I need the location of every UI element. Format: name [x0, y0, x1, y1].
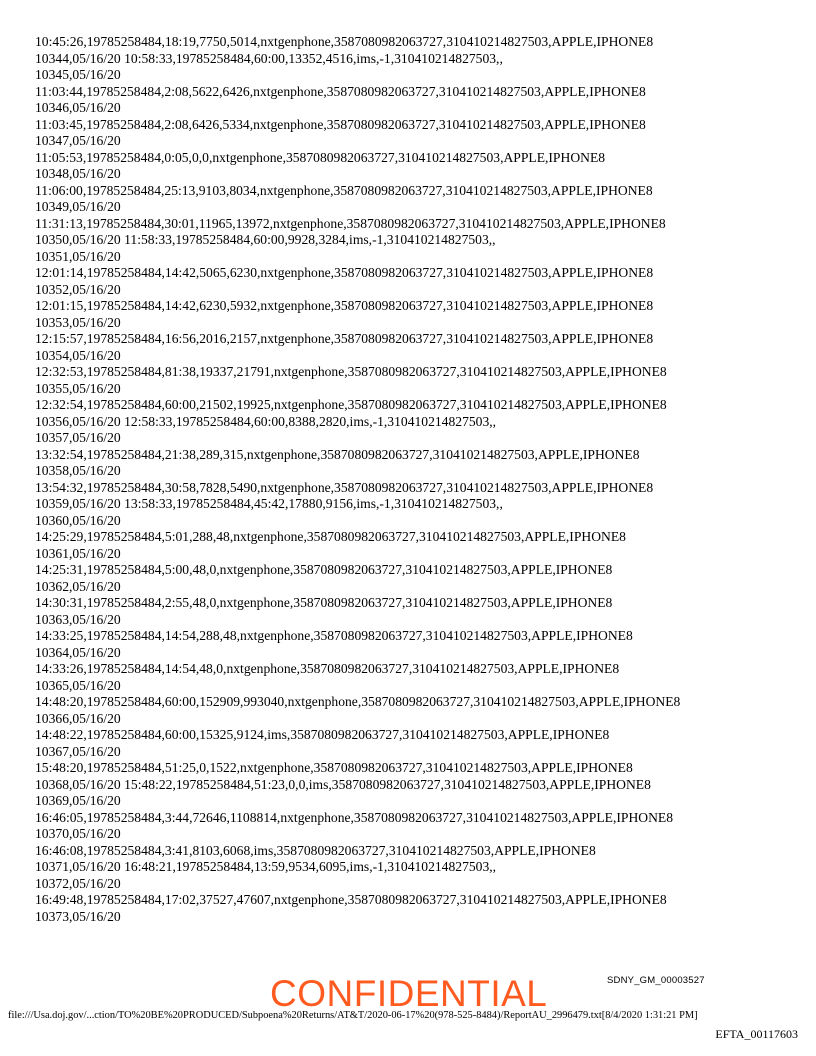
efta-number: EFTA_00117603	[715, 1027, 798, 1041]
log-line: 10366,05/16/20	[35, 710, 121, 726]
log-line: 14:33:26,19785258484,14:54,48,0,nxtgenphone,3587080982063727,310410214827503,APPLE,IPHONE8	[35, 661, 620, 676]
log-line: 10359,05/16/20 13:58:33,19785258484,45:42,17880,9156,ims,-1,310410214827503,,	[35, 496, 503, 511]
log-entry	[35, 298, 805, 331]
log-line: 14:25:31,19785258484,5:00,48,0,nxtgenphone,3587080982063727,310410214827503,APPLE,IPHONE8	[35, 562, 613, 577]
log-line: 16:46:08,19785258484,3:41,8103,6068,ims,3587080982063727,310410214827503,APPLE,IPHONE8	[35, 842, 596, 858]
log-entry	[35, 595, 805, 628]
log-line: 10370,05/16/20	[35, 826, 121, 841]
log-line: 10346,05/16/20	[35, 100, 121, 115]
bates-number: SDNY_GM_00003527	[607, 975, 705, 986]
log-line: 10347,05/16/20	[35, 133, 121, 148]
log-line: 10372,05/16/20	[35, 875, 121, 891]
log-entry	[35, 727, 805, 760]
log-line: 16:46:05,19785258484,3:44,72646,1108814,nxtgenphone,3587080982063727,310410214827503,APPLE,IPHONE8	[35, 809, 674, 825]
log-line: 10361,05/16/20	[35, 545, 121, 561]
log-entry	[35, 480, 805, 530]
log-entry	[35, 183, 805, 216]
log-entry	[35, 694, 805, 727]
log-line: 10373,05/16/20	[35, 908, 121, 924]
log-line: 11:31:13,19785258484,30:01,11965,13972,nxtgenphone,3587080982063727,310410214827503,APPLE,IPHONE8	[35, 215, 666, 231]
log-line: 13:54:32,19785258484,30:58,7828,5490,nxtgenphone,3587080982063727,310410214827503,APPLE,IPHONE8	[35, 479, 654, 495]
log-line: 11:03:45,19785258484,2:08,6426,5334,nxtgenphone,3587080982063727,310410214827503,APPLE,IPHONE8	[35, 116, 646, 132]
log-line: 12:15:57,19785258484,16:56,2016,2157,nxtgenphone,3587080982063727,310410214827503,APPLE,IPHONE8	[35, 331, 654, 346]
log-line: 10364,05/16/20	[35, 644, 121, 660]
log-line: 10354,05/16/20	[35, 347, 121, 363]
log-line: 14:48:20,19785258484,60:00,152909,993040,nxtgenphone,3587080982063727,310410214827503,APPLE,IPHONE8	[35, 694, 681, 709]
log-line: 10363,05/16/20	[35, 611, 121, 627]
log-line: 10362,05/16/20	[35, 578, 121, 594]
log-entry	[35, 364, 805, 397]
log-line: 12:01:14,19785258484,14:42,5065,6230,nxtgenphone,3587080982063727,310410214827503,APPLE,IPHONE8	[35, 265, 654, 280]
log-line: 11:05:53,19785258484,0:05,0,0,nxtgenphone,3587080982063727,310410214827503,APPLE,IPHONE8	[35, 149, 606, 165]
log-line: 12:01:15,19785258484,14:42,6230,5932,nxtgenphone,3587080982063727,310410214827503,APPLE,IPHONE8	[35, 298, 654, 313]
log-entry	[35, 216, 805, 266]
log-line: 14:33:25,19785258484,14:54,288,48,nxtgenphone,3587080982063727,310410214827503,APPLE,IPHONE8	[35, 628, 633, 643]
log-line: 15:48:20,19785258484,51:25,0,1522,nxtgenphone,3587080982063727,310410214827503,APPLE,IPHONE8	[35, 760, 633, 775]
log-entry	[35, 265, 805, 298]
log-entry	[35, 331, 805, 364]
log-entry	[35, 84, 805, 117]
log-line: 10353,05/16/20	[35, 314, 121, 330]
log-line: 10351,05/16/20	[35, 248, 121, 264]
log-line: 10368,05/16/20 15:48:22,19785258484,51:23,0,0,ims,3587080982063727,310410214827503,APPLE,IPHONE8	[35, 776, 651, 792]
log-entry	[35, 117, 805, 150]
log-line: 12:32:53,19785258484,81:38,19337,21791,nxtgenphone,3587080982063727,310410214827503,APPLE,IPHONE8	[35, 364, 667, 379]
log-line: 10352,05/16/20	[35, 281, 121, 297]
confidential-stamp: CONFIDENTIAL	[270, 973, 548, 1014]
log-entry	[35, 562, 805, 595]
log-line: 10:45:26,19785258484,18:19,7750,5014,nxtgenphone,3587080982063727,310410214827503,APPLE,IPHONE8	[35, 34, 654, 49]
log-line: 14:30:31,19785258484,2:55,48,0,nxtgenphone,3587080982063727,310410214827503,APPLE,IPHONE8	[35, 595, 613, 610]
log-line: 10367,05/16/20	[35, 743, 121, 759]
log-entry	[35, 843, 805, 893]
log-line: 10355,05/16/20	[35, 380, 121, 396]
log-entry	[35, 892, 805, 925]
log-line: 10350,05/16/20 11:58:33,19785258484,60:00,9928,3284,ims,-1,310410214827503,,	[35, 232, 496, 247]
log-line: 10345,05/16/20	[35, 67, 121, 82]
log-line: 10349,05/16/20	[35, 199, 121, 214]
file-path-footer	[8, 1010, 808, 1021]
log-line: 12:32:54,19785258484,60:00,21502,19925,nxtgenphone,3587080982063727,310410214827503,APPLE,IPHONE8	[35, 397, 667, 412]
log-line: 10371,05/16/20 16:48:21,19785258484,13:59,9534,6095,ims,-1,310410214827503,,	[35, 859, 497, 874]
log-line: 16:49:48,19785258484,17:02,37527,47607,nxtgenphone,3587080982063727,310410214827503,APPLE,IPHONE8	[35, 892, 667, 907]
log-entry	[35, 397, 805, 447]
log-line: 10360,05/16/20	[35, 512, 121, 528]
log-line: 11:06:00,19785258484,25:13,9103,8034,nxtgenphone,3587080982063727,310410214827503,APPLE,IPHONE8	[35, 182, 653, 198]
file-path: file:///Usa.doj.gov/...ction/TO%20BE%20PRODUCED/Subpoena%20Returns/AT&T/2020-06-17%20(978-525-8484)/ReportAU_2996479.txt[8/4/2020 1:31:21 PM]	[8, 1010, 698, 1021]
log-line: 14:25:29,19785258484,5:01,288,48,nxtgenphone,3587080982063727,310410214827503,APPLE,IPHONE8	[35, 529, 626, 544]
log-entry	[35, 628, 805, 661]
call-detail-log	[35, 34, 805, 925]
log-line: 10365,05/16/20	[35, 677, 121, 693]
log-entry	[35, 810, 805, 843]
log-line: 14:48:22,19785258484,60:00,15325,9124,ims,3587080982063727,310410214827503,APPLE,IPHONE8	[35, 727, 610, 742]
log-line: 10358,05/16/20	[35, 463, 121, 478]
log-line: 11:03:44,19785258484,2:08,5622,6426,nxtgenphone,3587080982063727,310410214827503,APPLE,IPHONE8	[35, 83, 646, 99]
log-line: 10356,05/16/20 12:58:33,19785258484,60:00,8388,2820,ims,-1,310410214827503,,	[35, 413, 497, 429]
log-line: 13:32:54,19785258484,21:38,289,315,nxtgenphone,3587080982063727,310410214827503,APPLE,IPHONE8	[35, 446, 640, 462]
log-entry	[35, 34, 805, 84]
log-entry	[35, 447, 805, 480]
log-line: 10344,05/16/20 10:58:33,19785258484,60:00,13352,4516,ims,-1,310410214827503,,	[35, 50, 503, 66]
log-entry	[35, 150, 805, 183]
log-entry	[35, 661, 805, 694]
log-entry	[35, 760, 805, 810]
log-line: 10369,05/16/20	[35, 793, 121, 808]
log-line: 10357,05/16/20	[35, 430, 121, 445]
log-entry	[35, 529, 805, 562]
log-line: 10348,05/16/20	[35, 166, 121, 181]
